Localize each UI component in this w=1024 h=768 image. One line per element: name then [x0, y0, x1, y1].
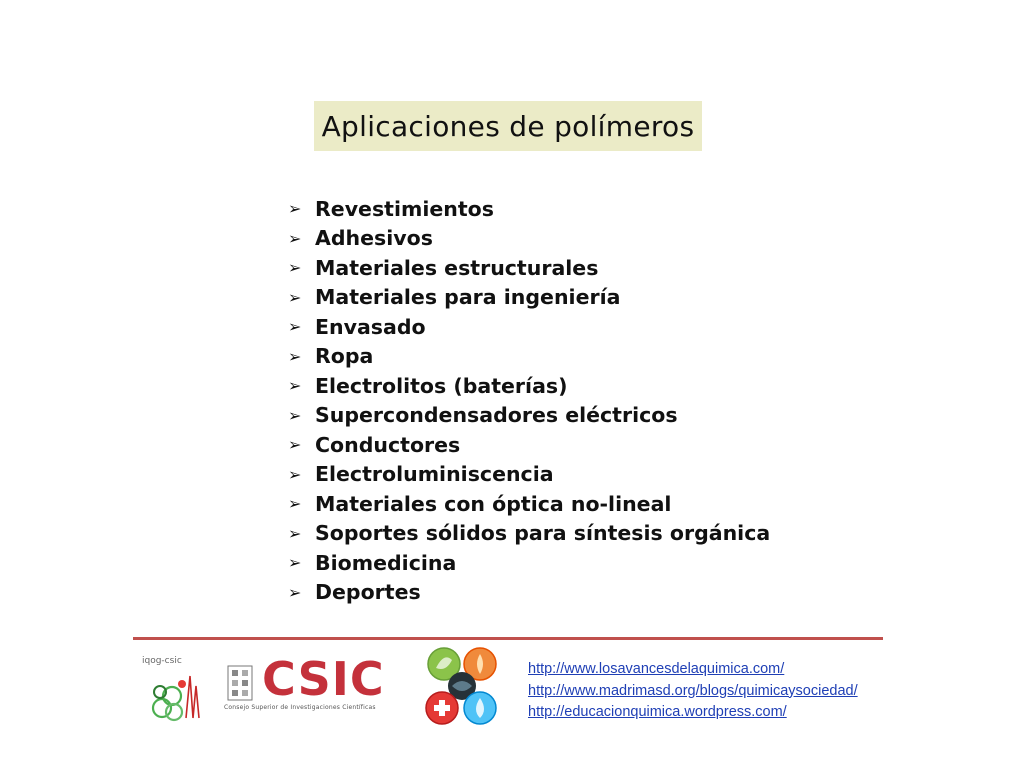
arrow-bullet-icon: ➢ — [288, 317, 302, 337]
list-item-label: Adhesivos — [315, 226, 433, 251]
arrow-bullet-icon: ➢ — [288, 258, 302, 278]
list-item-label: Soportes sólidos para síntesis orgánica — [315, 521, 771, 546]
list-item — [288, 371, 770, 401]
list-item — [288, 460, 770, 490]
list-item — [288, 519, 770, 549]
csic-logo — [224, 652, 399, 716]
list-item-label: Materiales con óptica no-lineal — [315, 491, 672, 516]
arrow-bullet-icon: ➢ — [288, 464, 302, 484]
arrow-bullet-icon: ➢ — [288, 435, 302, 455]
list-item-label: Biomedicina — [315, 550, 457, 575]
arrow-bullet-icon: ➢ — [288, 346, 302, 366]
csic-emblem-icon — [226, 664, 256, 704]
list-item — [288, 489, 770, 519]
arrow-bullet-icon: ➢ — [288, 376, 302, 396]
csic-logo-text: CSIC — [262, 652, 385, 706]
list-item-label: Electrolitos (baterías) — [315, 373, 568, 398]
page-title: Aplicaciones de polímeros — [321, 109, 695, 143]
arrow-bullet-icon: ➢ — [288, 494, 302, 514]
list-item — [288, 342, 770, 372]
applications-list — [288, 194, 770, 607]
science-icons-cluster — [420, 646, 500, 726]
list-item — [288, 430, 770, 460]
arrow-bullet-icon: ➢ — [288, 228, 302, 248]
arrow-bullet-icon: ➢ — [288, 287, 302, 307]
csic-subtitle: Consejo Superior de Investigaciones Científicas — [224, 704, 376, 711]
list-item-label: Deportes — [315, 580, 421, 605]
arrow-bullet-icon: ➢ — [288, 523, 302, 543]
iqog-label: iqog-csic — [142, 656, 182, 666]
list-item-label: Materiales para ingeniería — [315, 285, 621, 310]
list-item-label: Revestimientos — [315, 196, 494, 221]
list-item-label: Electroluminiscencia — [315, 462, 554, 487]
arrow-bullet-icon: ➢ — [288, 553, 302, 573]
link-educacionquimica[interactable]: http://educacionquimica.wordpress.com/ — [528, 704, 787, 720]
list-item-label: Materiales estructurales — [315, 255, 599, 280]
list-item — [288, 578, 770, 608]
link-madrimasd[interactable]: http://www.madrimasd.org/blogs/quimicaysociedad/ — [528, 682, 858, 699]
molecule-logo-icon — [142, 656, 210, 726]
list-item — [288, 312, 770, 342]
list-item-label: Envasado — [315, 314, 426, 339]
link-losavances[interactable]: http://www.losavancesdelaquimica.com/ — [528, 661, 785, 677]
arrow-bullet-icon: ➢ — [288, 199, 302, 219]
arrow-bullet-icon: ➢ — [288, 582, 302, 602]
iqog-logo — [142, 656, 210, 726]
arrow-bullet-icon: ➢ — [288, 405, 302, 425]
list-item — [288, 224, 770, 254]
footer-divider — [133, 637, 883, 640]
title-box — [314, 101, 702, 151]
list-item — [288, 283, 770, 313]
list-item — [288, 253, 770, 283]
list-item-label: Supercondensadores eléctricos — [315, 403, 678, 428]
list-item — [288, 194, 770, 224]
list-item — [288, 401, 770, 431]
list-item — [288, 548, 770, 578]
reference-links — [528, 659, 858, 724]
list-item-label: Ropa — [315, 344, 374, 369]
list-item-label: Conductores — [315, 432, 461, 457]
